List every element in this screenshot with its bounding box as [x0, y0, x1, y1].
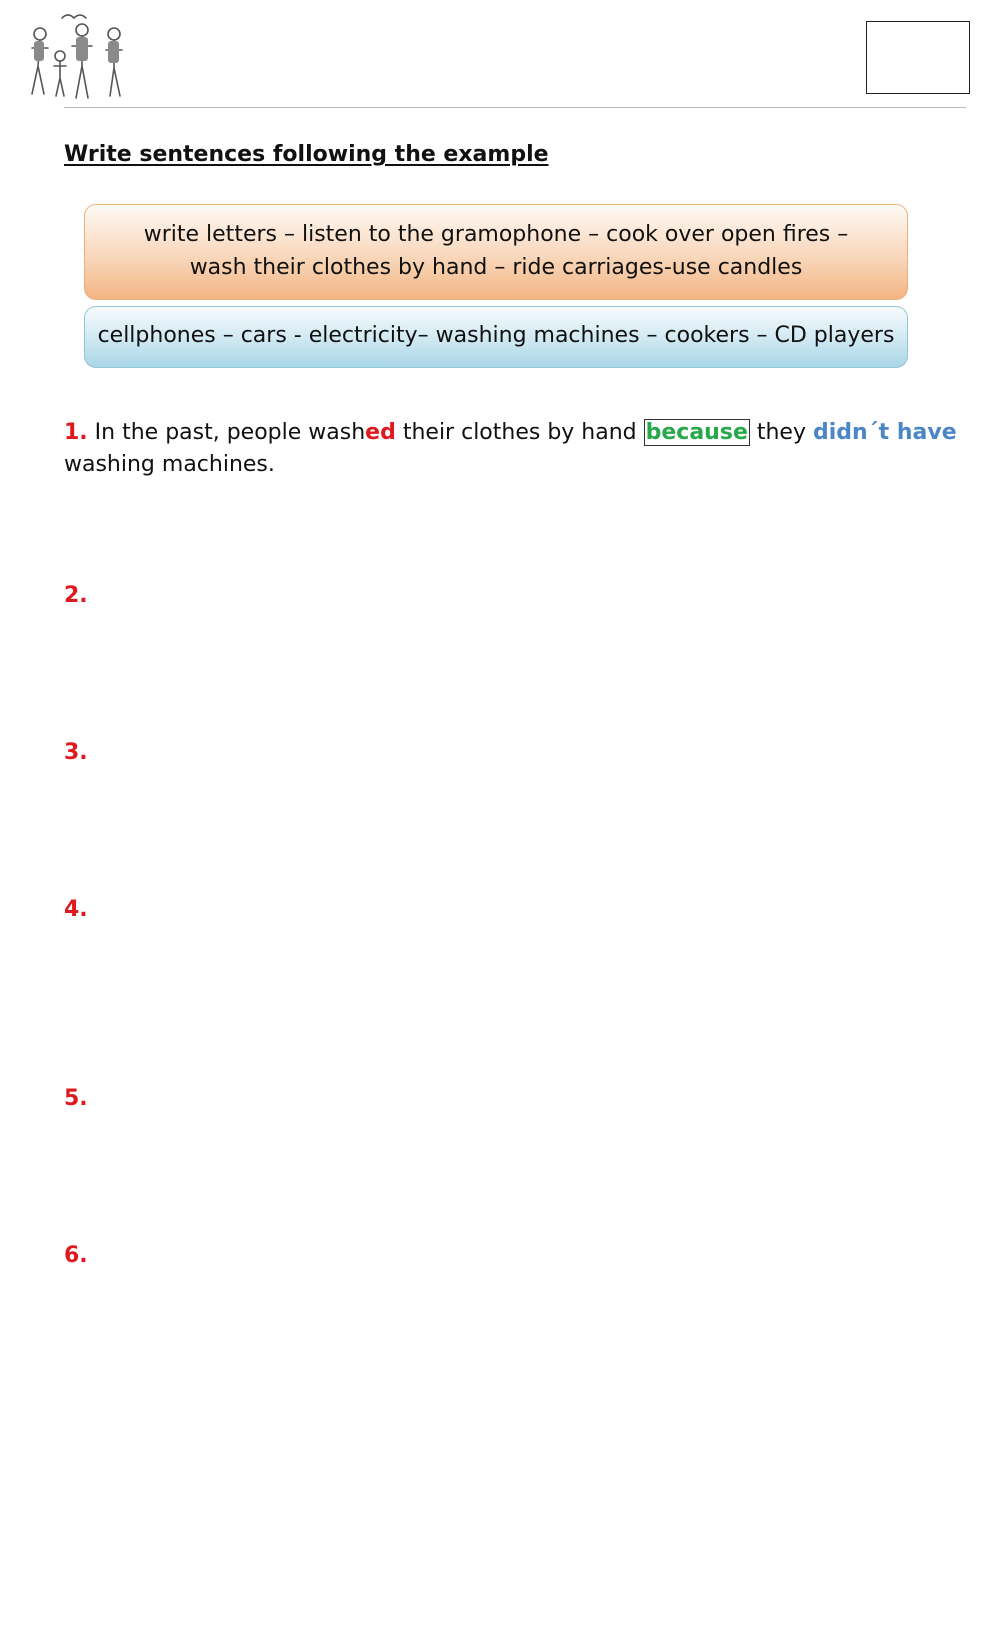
item-number-2: 2. [64, 583, 88, 608]
example-part-2: their clothes by hand [395, 420, 644, 445]
activities-line-1: write letters – listen to the gramophone – cook over open fires – [143, 222, 849, 247]
header-divider [64, 107, 966, 108]
inventions-line: cellphones – cars - electricity– washing machines – cookers – CD players [97, 323, 895, 348]
item-number-3: 3. [64, 740, 88, 765]
example-sentence-line-2: washing machines. [64, 452, 275, 477]
example-part-3: they [749, 420, 813, 445]
example-negation: didn´t have [812, 420, 957, 445]
item-number-4: 4. [64, 897, 88, 922]
people-group-icon [22, 8, 134, 104]
activities-word-box [84, 204, 908, 300]
example-part-1: In the past, people wash [94, 420, 366, 445]
example-sentence-line-1 [64, 420, 957, 445]
example-connector: because [645, 420, 748, 445]
item-number-5: 5. [64, 1086, 88, 1111]
item-number-1: 1. [64, 420, 88, 445]
example-suffix: ed [365, 420, 396, 445]
item-number-6: 6. [64, 1243, 88, 1268]
score-box[interactable] [866, 21, 970, 94]
instruction-heading: Write sentences following the example [64, 142, 549, 167]
inventions-word-box [84, 306, 908, 368]
activities-line-2: wash their clothes by hand – ride carriages-use candles [189, 255, 803, 280]
